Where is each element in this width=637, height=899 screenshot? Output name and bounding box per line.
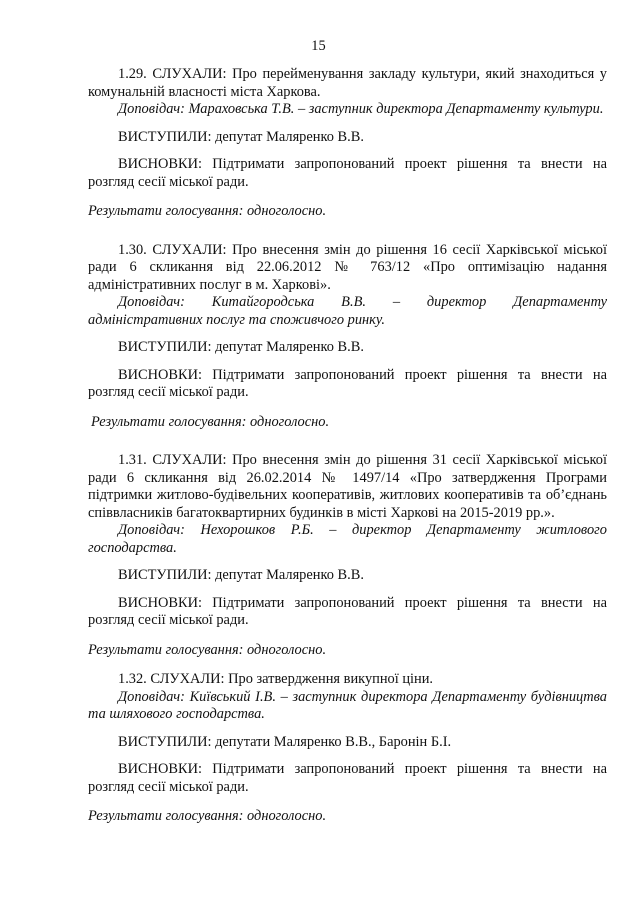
agenda-item-1-30 <box>88 242 607 432</box>
speaker-text: Доповідач: Китайгородська В.В. – директор Департаменту адміністративних послуг та споживчого ринку. <box>88 294 607 328</box>
agenda-item-1-31 <box>88 452 607 659</box>
voting-result: Результати голосування: одноголосно. <box>88 641 327 658</box>
heard-text: 1.29. СЛУХАЛИ: Про перейменування закладу культури, який знаходиться у комунальній власності міста Харкова. <box>88 66 607 100</box>
spoke-text: ВИСТУПИЛИ: депутат Маляренко В.В. <box>118 339 364 355</box>
heard-text: 1.30. СЛУХАЛИ: Про внесення змін до рішення 16 сесії Харківської міської ради 6 скликання від 22.06.2012 № 763/12 «Про оптимізацію надання адміністративних послуг в м. Харкові». <box>88 241 607 293</box>
heard-text: 1.32. СЛУХАЛИ: Про затвердження викупної ціни. <box>118 671 434 687</box>
voting-result: Результати голосування: одноголосно. <box>88 203 327 219</box>
conclusions-text: ВИСНОВКИ: Підтримати запропонований проект рішення та внести на розгляд сесії міської ради. <box>88 366 607 400</box>
conclusions-text: ВИСНОВКИ: Підтримати запропонований проект рішення та внести на розгляд сесії міської ради. <box>88 594 607 628</box>
conclusions-text: ВИСНОВКИ: Підтримати запропонований проект рішення та внести на розгляд сесії міської ради. <box>88 156 607 190</box>
speaker-text: Доповідач: Київський І.В. – заступник директора Департаменту будівництва та шляхового господарства. <box>88 688 607 722</box>
conclusions-text: ВИСНОВКИ: Підтримати запропонований проект рішення та внести на розгляд сесії міської ради. <box>88 761 607 795</box>
minutes-content <box>88 66 607 826</box>
spoke-text: ВИСТУПИЛИ: депутат Маляренко В.В. <box>118 567 364 583</box>
spoke-text: ВИСТУПИЛИ: депутат Маляренко В.В. <box>118 128 364 145</box>
agenda-item-1-32 <box>88 671 607 826</box>
page-number: 15 <box>311 38 326 54</box>
voting-result: Результати голосування: одноголосно. <box>91 413 330 430</box>
speaker-text: Доповідач: Нехорошков Р.Б. – директор Департаменту житлового господарства. <box>88 522 607 556</box>
spoke-text: ВИСТУПИЛИ: депутати Маляренко В.В., Баронін Б.І. <box>118 733 452 750</box>
speaker-text: Доповідач: Мараховська Т.В. – заступник директора Департаменту культури. <box>118 101 604 117</box>
agenda-item-1-29 <box>88 66 607 221</box>
heard-text: 1.31. СЛУХАЛИ: Про внесення змін до рішення 31 сесії Харківської міської ради 6 скликання від 26.02.2014 № 1497/14 «Про затвердження Програми підтримки житлово-будівельних кооперативів, житлових кооперативів та об’єднань співвласників багатоквартирних будинків в місті Харкові на 2015-2019 рр.». <box>88 452 607 521</box>
voting-result: Результати голосування: одноголосно. <box>88 808 327 824</box>
